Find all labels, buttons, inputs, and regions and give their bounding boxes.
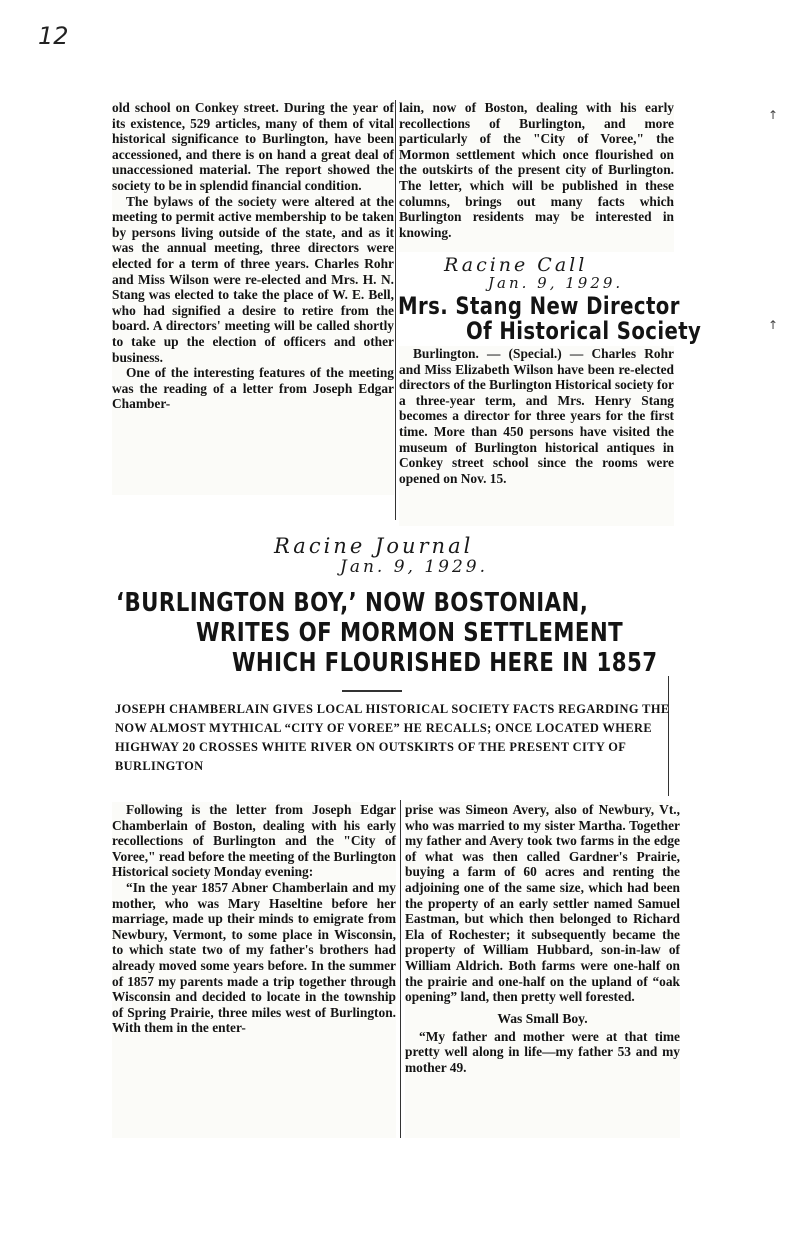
- paragraph: lain, now of Boston, dealing with his early recollections of Burlington, and more particularly of the "City of Voree," the Mormon settlement which once flourished on the outskirts of the present city of Burlington. The letter, which will be published in these columns, brings out many facts which Burlington residents may be interested in knowing.: [399, 100, 674, 240]
- paragraph: Burlington. — (Special.) — Charles Rohr and Miss Elizabeth Wilson have been re-elected directors of the Burlington Historical society for a three-year term, and Mrs. Henry Stang becomes a director for three years for the first time. More than 450 persons have visited the museum of Burlington historical antiques in Conkey street school since the rooms were opened on Nov. 15.: [399, 346, 674, 486]
- journal-left-column: [112, 802, 396, 1138]
- top-clipping-left-column: [112, 100, 394, 412]
- main-headline-line: WRITES OF MORMON SETTLEMENT: [196, 618, 624, 648]
- main-headline-line: ‘BURLINGTON BOY,’ NOW BOSTONIAN,: [116, 588, 589, 618]
- date-annotation: Jan. 9, 1929.: [488, 274, 624, 292]
- top-clipping-right: [399, 100, 674, 252]
- column-divider: [400, 800, 401, 1138]
- headline: Mrs. Stang New Director: [398, 292, 680, 320]
- paragraph: prise was Simeon Avery, also of Newbury, Vt., who was married to my sister Martha. Together my father and Avery took two farms in the edge of what was then called Gardner's Prairie, buying a farm of 60 acres and renting the adjoining one of the same size, which had been the property of an early settler named Samuel Eastman, but which then belonged to Richard Ela of Rochester; it subsequently became the property of William Hubbard, son-in-law of William Aldrich. Both farms were one-half on the prairie and one-half on the upland of “oak opening” land, then pretty well forested.: [405, 802, 680, 1005]
- headline: Of Historical Society: [466, 317, 702, 345]
- source-annotation: Racine Journal: [274, 534, 474, 558]
- margin-mark: ↑: [767, 108, 778, 122]
- racine-call-clipping: [399, 346, 674, 526]
- paragraph: “In the year 1857 Abner Chamberlain and my mother, who was Mary Haseltine before her marriage, made up their minds to emigrate from Newbury, Vermont, to some place in Wisconsin, to which state two of my father's brothers had already moved some years before. In the summer of 1857 my parents made a trip together through Wisconsin and decided to locate in the township of Spring Prairie, three miles west of Burlington. With them in the enter-: [112, 879, 396, 1036]
- main-headline-line: WHICH FLOURISHED HERE IN 1857: [232, 648, 658, 678]
- paragraph: Following is the letter from Joseph Edgar Chamberlain of Boston, dealing with his early recollections of Burlington and the "City of Voree," read before the meeting of the Burlington Historical society Monday evening:: [112, 802, 396, 880]
- subhead: Was Small Boy.: [497, 1010, 588, 1026]
- deck: JOSEPH CHAMBERLAIN GIVES LOCAL HISTORICAL SOCIETY FACTS REGARDING THE NOW ALMOST MYTHICAL “CITY OF VOREE” HE RECALLS; ONCE LOCATED WHERE HIGHWAY 20 CROSSES WHITE RIVER ON OUTSKIRTS OF THE PRESENT CITY OF BURLINGTON: [115, 702, 670, 773]
- headline-rule: [342, 690, 402, 692]
- paragraph: old school on Conkey street. During the year of its existence, 529 articles, many of them of vital historical significance to Burlington, have been accessioned, and there is on hand a great deal of unaccessioned material. The report showed the society to be in splendid financial condition.: [112, 100, 394, 193]
- page-number: 12: [38, 22, 69, 50]
- paragraph: The bylaws of the society were altered at the meeting to permit active membership to be taken by persons living outside of the state, and as it was the annual meeting, three directors were elected for a term of three years. Charles Rohr and Miss Wilson were re-elected and Mrs. H. N. Stang was elected to take the place of W. E. Bell, who had signified a desire to retire from the board. A directors' meeting will be called shortly to take up the election of officers and other business.: [112, 193, 394, 365]
- source-annotation: Racine Call: [444, 254, 588, 276]
- margin-mark: ↑: [767, 318, 778, 332]
- date-annotation: Jan. 9, 1929.: [340, 557, 488, 577]
- journal-right-column: [405, 802, 680, 1138]
- paragraph: One of the interesting features of the meeting was the reading of a letter from Joseph Edgar Chamber-: [112, 365, 394, 412]
- column-divider: [395, 100, 396, 520]
- paragraph: “My father and mother were at that time pretty well along in life—my father 53 and my mother 49.: [405, 1028, 680, 1075]
- top-clipping: [112, 100, 394, 495]
